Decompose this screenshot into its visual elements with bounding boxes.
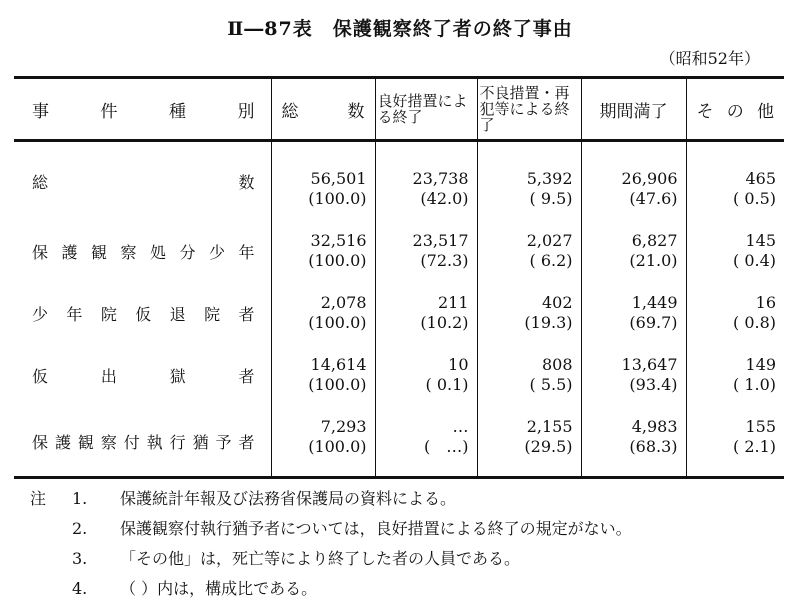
table-title: Ⅱ―87表 保護観察終了者の終了事由: [227, 18, 573, 40]
header-other: その他: [686, 78, 784, 141]
row-label: 保護観察付執行猶予者: [14, 406, 271, 478]
cell-bad: 402 (19.3): [477, 282, 581, 344]
cell-other: 155 ( 2.1): [686, 406, 784, 478]
cell-good: 211 (10.2): [375, 282, 477, 344]
table-row: [14, 282, 784, 344]
header-good-measure: 良好措置による終了: [375, 78, 477, 141]
header-category: 事件種別: [14, 78, 271, 141]
note-item: [30, 574, 632, 604]
row-label: 仮出獄者: [32, 366, 257, 386]
cell-bad: 2,155 (29.5): [477, 406, 581, 478]
notes: [30, 484, 632, 604]
table-row: [14, 406, 784, 478]
cell-other: 145 ( 0.4): [686, 220, 784, 282]
note-number: 4.: [72, 579, 88, 598]
note-text: 「その他」は，死亡等により終了した者の人員である。: [120, 549, 521, 568]
cell-bad: 808 ( 5.5): [477, 344, 581, 406]
cell-bad: 5,392 ( 9.5): [477, 141, 581, 221]
note-number: 3.: [72, 549, 88, 568]
cell-total: 7,293 (100.0): [271, 406, 375, 478]
table-row: [14, 344, 784, 406]
note-item: [30, 544, 632, 574]
cell-other: 149 ( 1.0): [686, 344, 784, 406]
year-label: （昭和52年）: [659, 49, 760, 68]
cell-bad: 2,027 ( 6.2): [477, 220, 581, 282]
note-prefix: 注: [30, 489, 47, 508]
cell-total: 56,501 (100.0): [271, 141, 375, 221]
row-label: 総数: [32, 172, 257, 192]
note-item: [30, 484, 632, 514]
cell-good: 23,517 (72.3): [375, 220, 477, 282]
header-bad-measure: 不良措置・再犯等による終了: [477, 78, 581, 141]
cell-expiry: 4,983 (68.3): [581, 406, 686, 478]
table-row: [14, 220, 784, 282]
note-text: 保護統計年報及び法務省保護局の資料による。: [120, 489, 457, 508]
cell-other: 465 ( 0.5): [686, 141, 784, 221]
cell-total: 32,516 (100.0): [271, 220, 375, 282]
cell-good: … ( …): [375, 406, 477, 478]
cell-expiry: 13,647 (93.4): [581, 344, 686, 406]
note-item: [30, 514, 632, 544]
termination-reasons-table: [14, 76, 784, 479]
cell-expiry: 1,449 (69.7): [581, 282, 686, 344]
row-label: 保護観察処分少年: [32, 242, 257, 262]
cell-total: 14,614 (100.0): [271, 344, 375, 406]
header-total: 総数: [271, 78, 375, 141]
cell-good: 10 ( 0.1): [375, 344, 477, 406]
row-label: 少年院仮退院者: [32, 304, 257, 324]
header-expiry: 期間満了: [581, 78, 686, 141]
cell-good: 23,738 (42.0): [375, 141, 477, 221]
cell-total: 2,078 (100.0): [271, 282, 375, 344]
note-text: 保護観察付執行猶予者については，良好措置による終了の規定がない。: [120, 519, 632, 538]
table-row: [14, 141, 784, 221]
cell-expiry: 6,827 (21.0): [581, 220, 686, 282]
header-row: [14, 78, 784, 141]
cell-other: 16 ( 0.8): [686, 282, 784, 344]
note-number: 2.: [72, 519, 88, 538]
note-number: 1.: [72, 489, 88, 508]
note-text: （ ）内は，構成比である。: [120, 579, 318, 598]
cell-expiry: 26,906 (47.6): [581, 141, 686, 221]
